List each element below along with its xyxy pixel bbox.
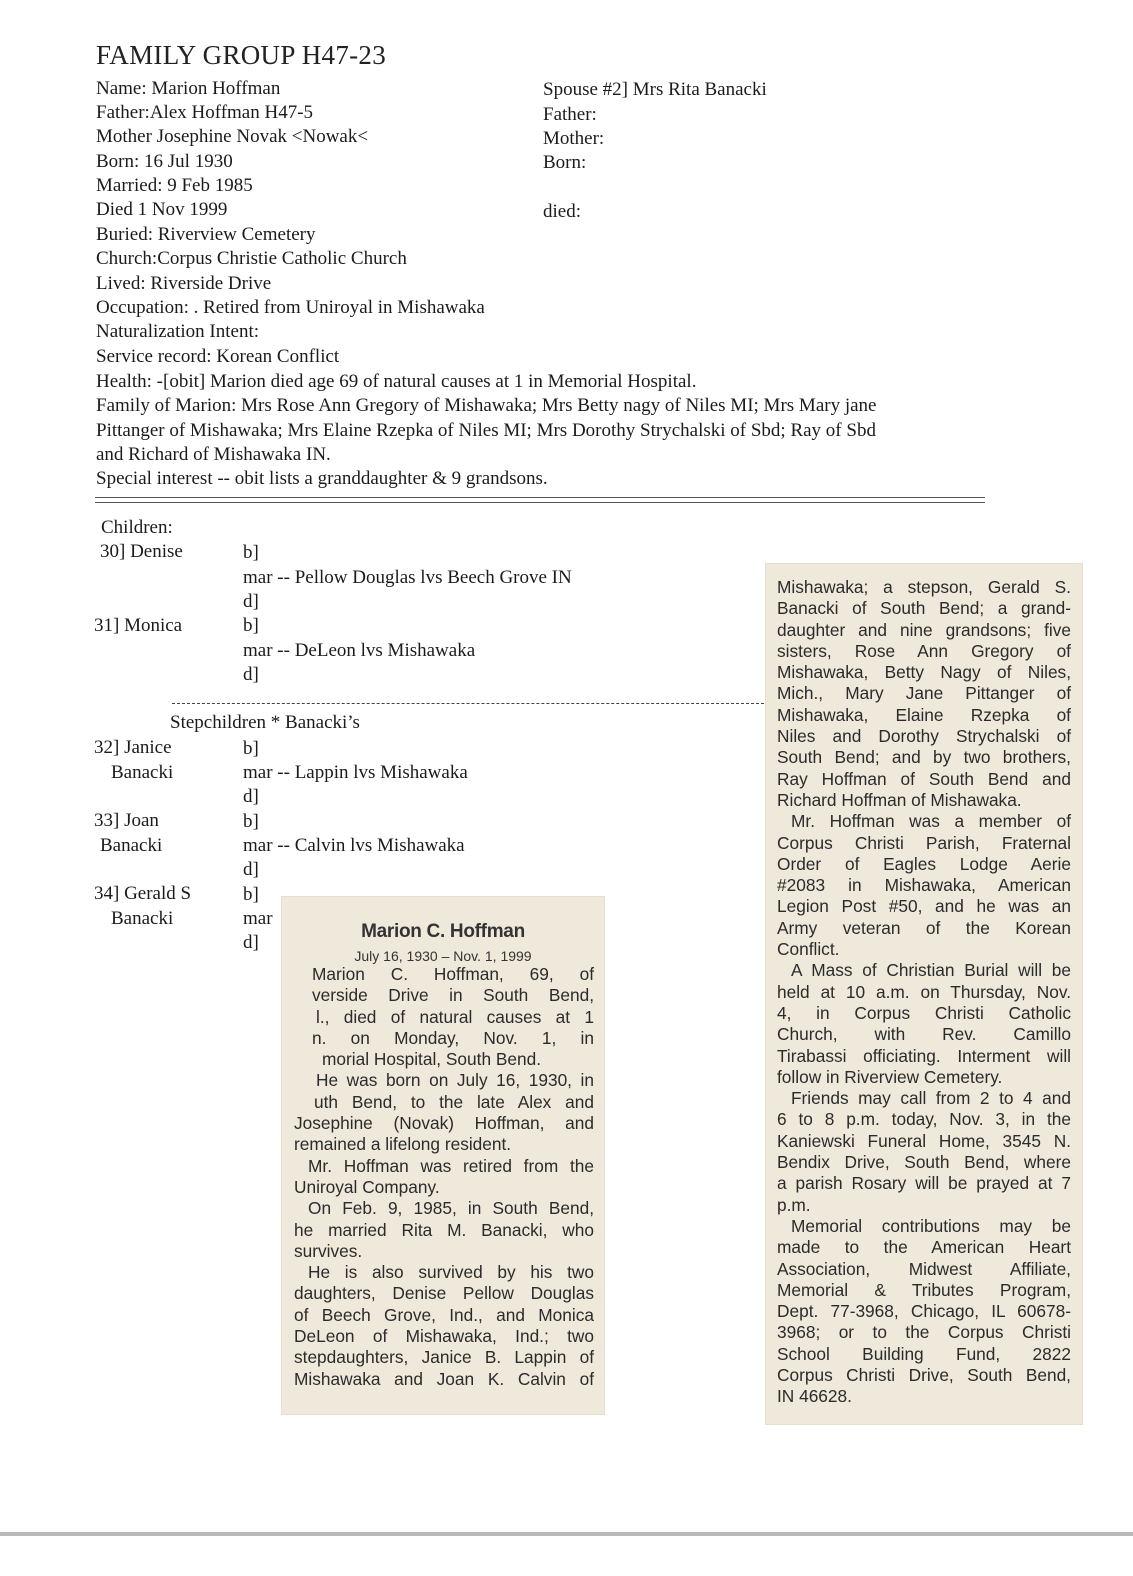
obituary-line: uth Bend, to the late Alex and — [314, 1091, 594, 1112]
field-naturalization: Naturalization Intent: — [96, 321, 260, 342]
spouse-name: Spouse #2] Mrs Rita Banacki — [543, 79, 767, 100]
page-title: FAMILY GROUP H47-23 — [96, 40, 387, 70]
child-name: 30] Denise — [100, 541, 183, 562]
stepchild-surname: Banacki — [100, 835, 163, 856]
obituary-line: Mr. Hoffman was retired from the — [308, 1155, 594, 1176]
field-occupation: Occupation: . Retired from Uniroyal in Mishawaka — [96, 297, 485, 318]
stepchild-married: mar -- Lappin lvs Mishawaka — [243, 762, 468, 783]
obituary-line: South Bend; and by two brothers, — [777, 747, 1071, 768]
stepchild-married: mar — [243, 908, 273, 929]
spouse-father: Father: — [543, 104, 597, 125]
field-church: Church:Corpus Christie Catholic Church — [96, 248, 407, 269]
obituary-line: Memorial contributions may be — [791, 1215, 1071, 1236]
stepchild-surname: Banacki — [111, 908, 174, 929]
obituary-line: Conflict. — [777, 939, 840, 960]
field-lived: Lived: Riverside Drive — [96, 273, 272, 294]
obituary-line: 3968; or to the Corpus Christi — [777, 1322, 1071, 1343]
obituary-line: Friends may call from 2 to 4 and — [791, 1088, 1071, 1109]
obituary-line: Order of Eagles Lodge Aerie — [777, 853, 1071, 874]
stepchild-born: b] — [243, 738, 259, 759]
field-family: Family of Marion: Mrs Rose Ann Gregory of Mishawaka; Mrs Betty nagy of Niles MI; Mrs Mary jane — [96, 395, 877, 416]
stepchild-married: mar -- Calvin lvs Mishawaka — [243, 835, 465, 856]
obituary-line: Army veteran of the Korean — [777, 917, 1071, 938]
child-married: mar -- DeLeon lvs Mishawaka — [243, 640, 476, 661]
field-health: Health: -[obit] Marion died age 69 of natural causes at 1 in Memorial Hospital. — [96, 371, 697, 392]
obituary-line: He was born on July 16, 1930, in — [316, 1070, 594, 1091]
obituary-line: Tirabassi officiating. Interment will — [777, 1045, 1071, 1066]
obituary-clipping-right — [766, 564, 1082, 1424]
stepchild-name: 33] Joan — [94, 810, 159, 831]
field-father: Father:Alex Hoffman H47-5 — [96, 102, 314, 123]
field-special-interest: Special interest -- obit lists a granddaughter & 9 grandsons. — [96, 468, 548, 489]
obituary-line: Corpus Christi Drive, South Bend, — [777, 1364, 1071, 1385]
obituary-line: of Beech Grove, Ind., and Monica — [294, 1304, 594, 1325]
obituary-line: DeLeon of Mishawaka, Ind.; two — [294, 1326, 594, 1347]
obituary-line: l., died of natural causes at 1 — [316, 1006, 594, 1027]
field-family-cont: and Richard of Mishawaka IN. — [96, 444, 331, 465]
obituary-line: verside Drive in South Bend, — [312, 985, 594, 1006]
spouse-born: Born: — [543, 152, 587, 173]
obituary-line: Church, with Rev. Camillo — [777, 1024, 1071, 1045]
stepchild-name: 34] Gerald S — [94, 883, 192, 904]
spouse-mother: Mother: — [543, 128, 605, 149]
obituary-line: Mich., Mary Jane Pittanger of — [777, 683, 1071, 704]
child-married: mar -- Pellow Douglas lvs Beech Grove IN — [243, 567, 572, 588]
obituary-line: Ray Hoffman of South Bend and — [777, 768, 1071, 789]
obituary-left-body — [294, 964, 594, 1390]
child-born: b] — [243, 542, 259, 563]
stepchildren-header: Stepchildren * Banacki’s — [170, 712, 360, 733]
obituary-line: On Feb. 9, 1985, in South Bend, — [308, 1198, 594, 1219]
obituary-line: Mishawaka, Betty Nagy of Niles, — [777, 662, 1071, 683]
obituary-line: made to the American Heart — [777, 1237, 1071, 1258]
obituary-line: Mishawaka; a stepson, Gerald S. — [777, 577, 1071, 597]
stepchild-died: d] — [243, 859, 259, 880]
obituary-line: morial Hospital, South Bend. — [322, 1049, 542, 1070]
child-name: 31] Monica — [94, 615, 183, 636]
obituary-right-body — [777, 577, 1071, 1408]
obituary-line: stepdaughters, Janice B. Lappin of — [294, 1347, 594, 1368]
obituary-line: A Mass of Christian Burial will be — [791, 960, 1071, 981]
obituary-line: n. on Monday, Nov. 1, in — [312, 1027, 594, 1048]
obituary-line: Association, Midwest Affiliate, — [777, 1258, 1071, 1279]
section-divider — [95, 497, 985, 503]
obituary-line: Memorial & Tributes Program, — [777, 1279, 1071, 1300]
obituary-line: Corpus Christi Parish, Fraternal — [777, 832, 1071, 853]
obituary-clipping-left — [282, 897, 604, 1414]
obituary-line: Uniroyal Company. — [294, 1176, 440, 1197]
field-name: Name: Marion Hoffman — [96, 78, 281, 99]
obituary-line: #2083 in Mishawaka, American — [777, 875, 1071, 896]
obituary-dates: July 16, 1930 – Nov. 1, 1999 — [354, 948, 532, 964]
obituary-line: Banacki of South Bend; a grand- — [777, 598, 1071, 619]
obituary-line: IN 46628. — [777, 1386, 852, 1407]
field-mother: Mother Josephine Novak <Nowak< — [96, 126, 369, 147]
stepchild-born: b] — [243, 811, 259, 832]
obituary-line: sisters, Rose Ann Gregory of — [777, 640, 1071, 661]
child-died: d] — [243, 664, 259, 685]
spouse-died: died: — [543, 201, 581, 222]
obituary-line: Mishawaka, Elaine Rzepka of — [777, 704, 1071, 725]
children-header: Children: — [101, 517, 173, 538]
obituary-line: remained a lifelong resident. — [294, 1134, 512, 1155]
obituary-line: 6 to 8 p.m. today, Nov. 3, in the — [777, 1109, 1071, 1130]
stepchild-died: d] — [243, 932, 259, 953]
obituary-line: Dept. 77-3968, Chicago, IL 60678- — [777, 1301, 1071, 1322]
obituary-line: Bendix Drive, South Bend, where — [777, 1152, 1071, 1173]
obituary-line: Kaniewski Funeral Home, 3545 N. — [777, 1130, 1071, 1151]
field-born: Born: 16 Jul 1930 — [96, 151, 233, 172]
obituary-line: held at 10 a.m. on Thursday, Nov. — [777, 981, 1071, 1002]
obituary-line: he married Rita M. Banacki, who — [294, 1219, 594, 1240]
dashed-divider — [172, 703, 764, 704]
stepchild-died: d] — [243, 786, 259, 807]
child-born: b] — [243, 615, 259, 636]
field-service-record: Service record: Korean Conflict — [96, 346, 340, 367]
field-family-cont: Pittanger of Mishawaka; Mrs Elaine Rzepka of Niles MI; Mrs Dorothy Strychalski of Sbd; Ray of Sbd — [96, 420, 876, 441]
obituary-line: a parish Rosary will be prayed at 7 — [777, 1173, 1071, 1194]
obituary-line: Marion C. Hoffman, 69, of — [312, 964, 594, 984]
obituary-line: daughters, Denise Pellow Douglas — [294, 1283, 594, 1304]
stepchild-surname: Banacki — [111, 762, 174, 783]
obituary-heading: Marion C. Hoffman — [361, 921, 525, 942]
obituary-line: Richard Hoffman of Mishawaka. — [777, 789, 1022, 810]
field-died: Died 1 Nov 1999 — [96, 199, 228, 220]
field-buried: Buried: Riverview Cemetery — [96, 224, 316, 245]
obituary-line: survives. — [294, 1240, 363, 1261]
obituary-line: Josephine (Novak) Hoffman, and — [294, 1113, 594, 1134]
obituary-line: follow in Riverview Cemetery. — [777, 1066, 1003, 1087]
obituary-line: p.m. — [777, 1194, 811, 1215]
child-died: d] — [243, 591, 259, 612]
obituary-line: Mr. Hoffman was a member of — [791, 811, 1071, 832]
stepchild-born: b] — [243, 884, 259, 905]
obituary-line: daughter and nine grandsons; five — [777, 619, 1071, 640]
obituary-line: Legion Post #50, and he was an — [777, 896, 1071, 917]
obituary-line: Niles and Dorothy Strychalski of — [777, 726, 1071, 747]
obituary-line: He is also survived by his two — [308, 1262, 594, 1283]
obituary-line: 4, in Corpus Christi Catholic — [777, 1002, 1071, 1023]
field-married: Married: 9 Feb 1985 — [96, 175, 253, 196]
scan-edge-line — [0, 1532, 1133, 1536]
stepchild-name: 32] Janice — [94, 737, 172, 758]
obituary-line: School Building Fund, 2822 — [777, 1343, 1071, 1364]
obituary-line: Mishawaka and Joan K. Calvin of — [294, 1368, 594, 1389]
